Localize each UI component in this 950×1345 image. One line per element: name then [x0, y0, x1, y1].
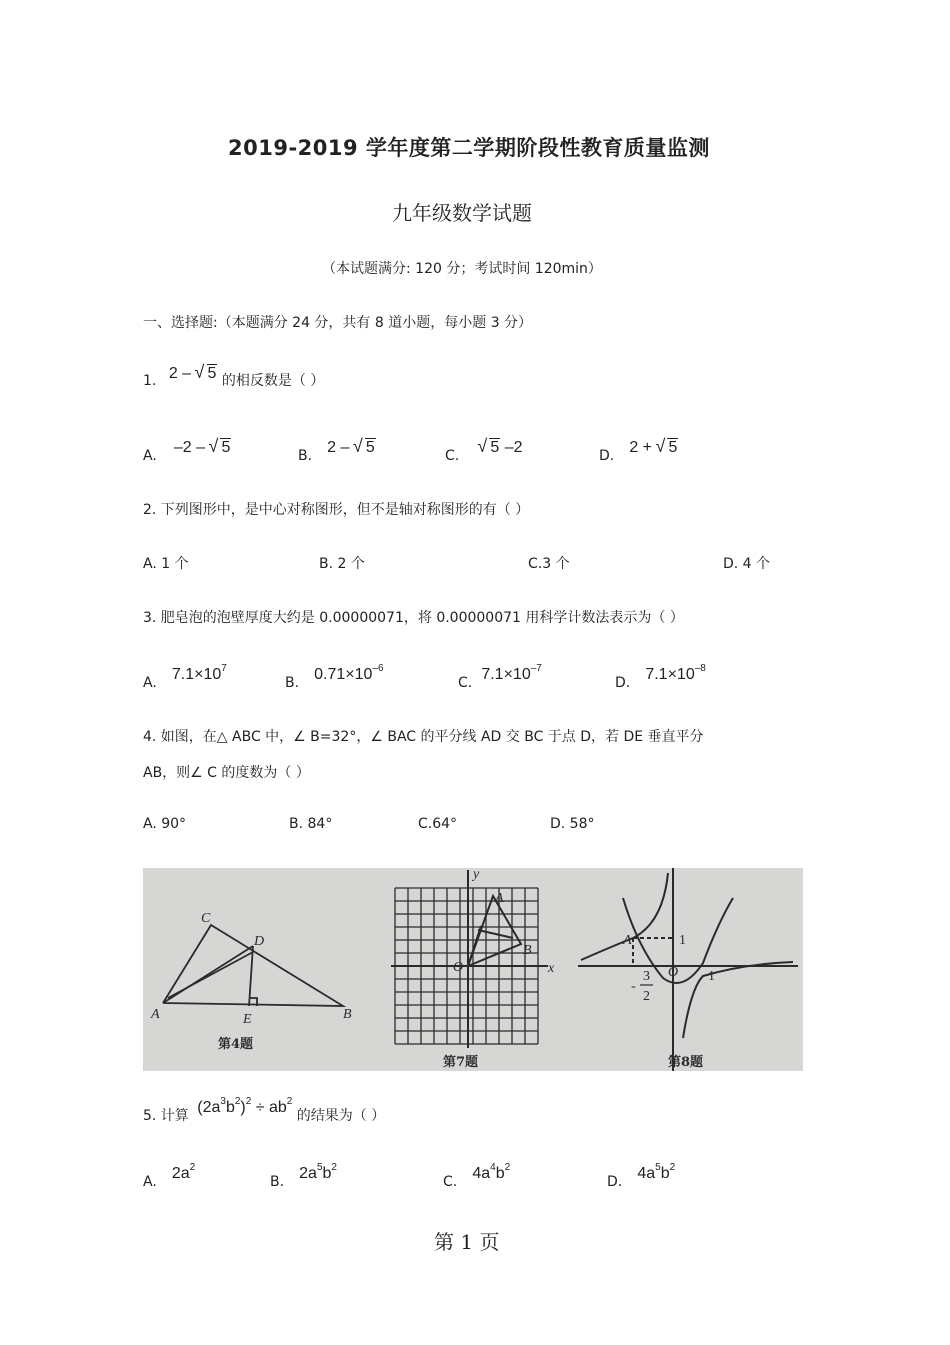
q5-option-c[interactable]: C. $4a^4b^2$ [443, 1161, 511, 1190]
expression: $(2a^3b^2)^2 \div ab^2$ [197, 1095, 293, 1116]
q5-option-a[interactable]: A. $2a^2$ [143, 1161, 196, 1190]
q2-option-a[interactable]: A. 1 个 [143, 556, 189, 572]
q4-option-a[interactable]: A. 90° [143, 816, 187, 832]
q4-option-b[interactable]: B. 84° [289, 816, 333, 832]
q1-option-d[interactable]: D. 2 + √ 5 [599, 437, 678, 457]
minus-sign: - [631, 979, 636, 994]
q1-option-a[interactable]: A. –2 – √ 5 [143, 437, 231, 457]
sqrt: √ 5 [196, 365, 218, 383]
q1-option-c[interactable]: C. √ 5 –2 [445, 437, 522, 457]
section-heading: 一、选择题:（本题满分 24 分，共有 8 道小题，每小题 3 分） [143, 315, 533, 331]
axis-label-y: y [473, 868, 480, 882]
label-one-y: 1 [679, 933, 686, 948]
label-a: A [495, 891, 504, 906]
q1-option-b[interactable]: B. 2 – √ 5 [298, 437, 376, 457]
q5-option-d[interactable]: D. $4a^5b^2$ [607, 1161, 676, 1190]
label-one-x: 1 [708, 969, 715, 984]
fraction-denominator: 2 [643, 989, 650, 1004]
triangle-oab [468, 896, 521, 966]
label-a: A [623, 933, 632, 948]
fig8-caption: 第8题 [668, 1055, 704, 1070]
sqrt: √ 5 [354, 439, 376, 457]
q3-option-d[interactable]: D. $7.1\times 10^{-8}$ [615, 662, 706, 691]
sqrt: √ 5 [656, 439, 678, 457]
fraction-numerator: 3 [643, 969, 650, 984]
fig7-caption: 第7题 [443, 1055, 479, 1070]
fig4-caption: 第4题 [218, 1037, 254, 1052]
bisector-ad [163, 946, 253, 1003]
question-1 [143, 365, 325, 390]
question-number: 1. [143, 373, 157, 389]
question-prefix: 5. 计算 [143, 1108, 189, 1124]
q3-option-c[interactable]: C. $7.1\times 10^{-7}$ [458, 662, 542, 691]
q4-option-d[interactable]: D. 58° [550, 816, 595, 832]
question-3: 3. 肥皂泡的泡壁厚度大约是 0.00000071，将 0.00000071 用科学计数法表示为（ ） [143, 610, 684, 626]
label-c: C [201, 911, 211, 926]
label-b: B [343, 1007, 352, 1022]
figure-8 [578, 868, 798, 1071]
question-4-line2: AB，则∠ C 的度数为（ ） [143, 765, 310, 781]
triangle-abc [163, 925, 343, 1006]
q2-option-d[interactable]: D. 4 个 [723, 556, 771, 572]
question-text: 的相反数是（ ） [221, 373, 325, 389]
q2-option-c[interactable]: C.3 个 [528, 556, 570, 572]
expression: 2 – √ 5 [169, 365, 222, 382]
question-2: 2. 下列图形中，是中心对称图形，但不是轴对称图形的有（ ） [143, 502, 530, 518]
q2-option-b[interactable]: B. 2 个 [319, 556, 365, 572]
q3-option-a[interactable]: A. $7.1\times 10^7$ [143, 662, 227, 691]
page-number: 第 1 页 [434, 1230, 500, 1254]
q5-option-b[interactable]: B. $2a^5b^2$ [270, 1161, 337, 1190]
axis-label-x: x [548, 961, 555, 976]
label-o: O [453, 960, 464, 975]
label-e: E [243, 1012, 252, 1027]
question-4-line1: 4. 如图，在△ ABC 中，∠ B=32°，∠ BAC 的平分线 AD 交 BC 于点 D，若 DE 垂直平分 [143, 729, 704, 745]
figures-drawing [143, 868, 803, 1071]
sqrt: √ 5 [478, 439, 500, 457]
q3-option-b[interactable]: B. $0.71\times 10^{-6}$ [285, 662, 384, 691]
figure-4 [163, 925, 343, 1006]
exam-subtitle: 九年级数学试题 [392, 201, 532, 225]
label-a: A [151, 1007, 160, 1022]
sqrt: √ 5 [209, 439, 231, 457]
figures-photo [143, 868, 803, 1071]
exam-info: （本试题满分: 120 分；考试时间 120min） [322, 261, 602, 277]
label-d: D [254, 934, 265, 949]
label-o: O [668, 965, 679, 980]
exam-title: 2019-2019 学年度第二学期阶段性教育质量监测 [228, 136, 710, 160]
question-text: 的结果为（ ） [296, 1108, 386, 1124]
label-b: B [523, 943, 532, 958]
perpendicular-de [249, 946, 253, 1006]
q4-option-c[interactable]: C.64° [418, 816, 458, 832]
question-5 [143, 1095, 386, 1124]
